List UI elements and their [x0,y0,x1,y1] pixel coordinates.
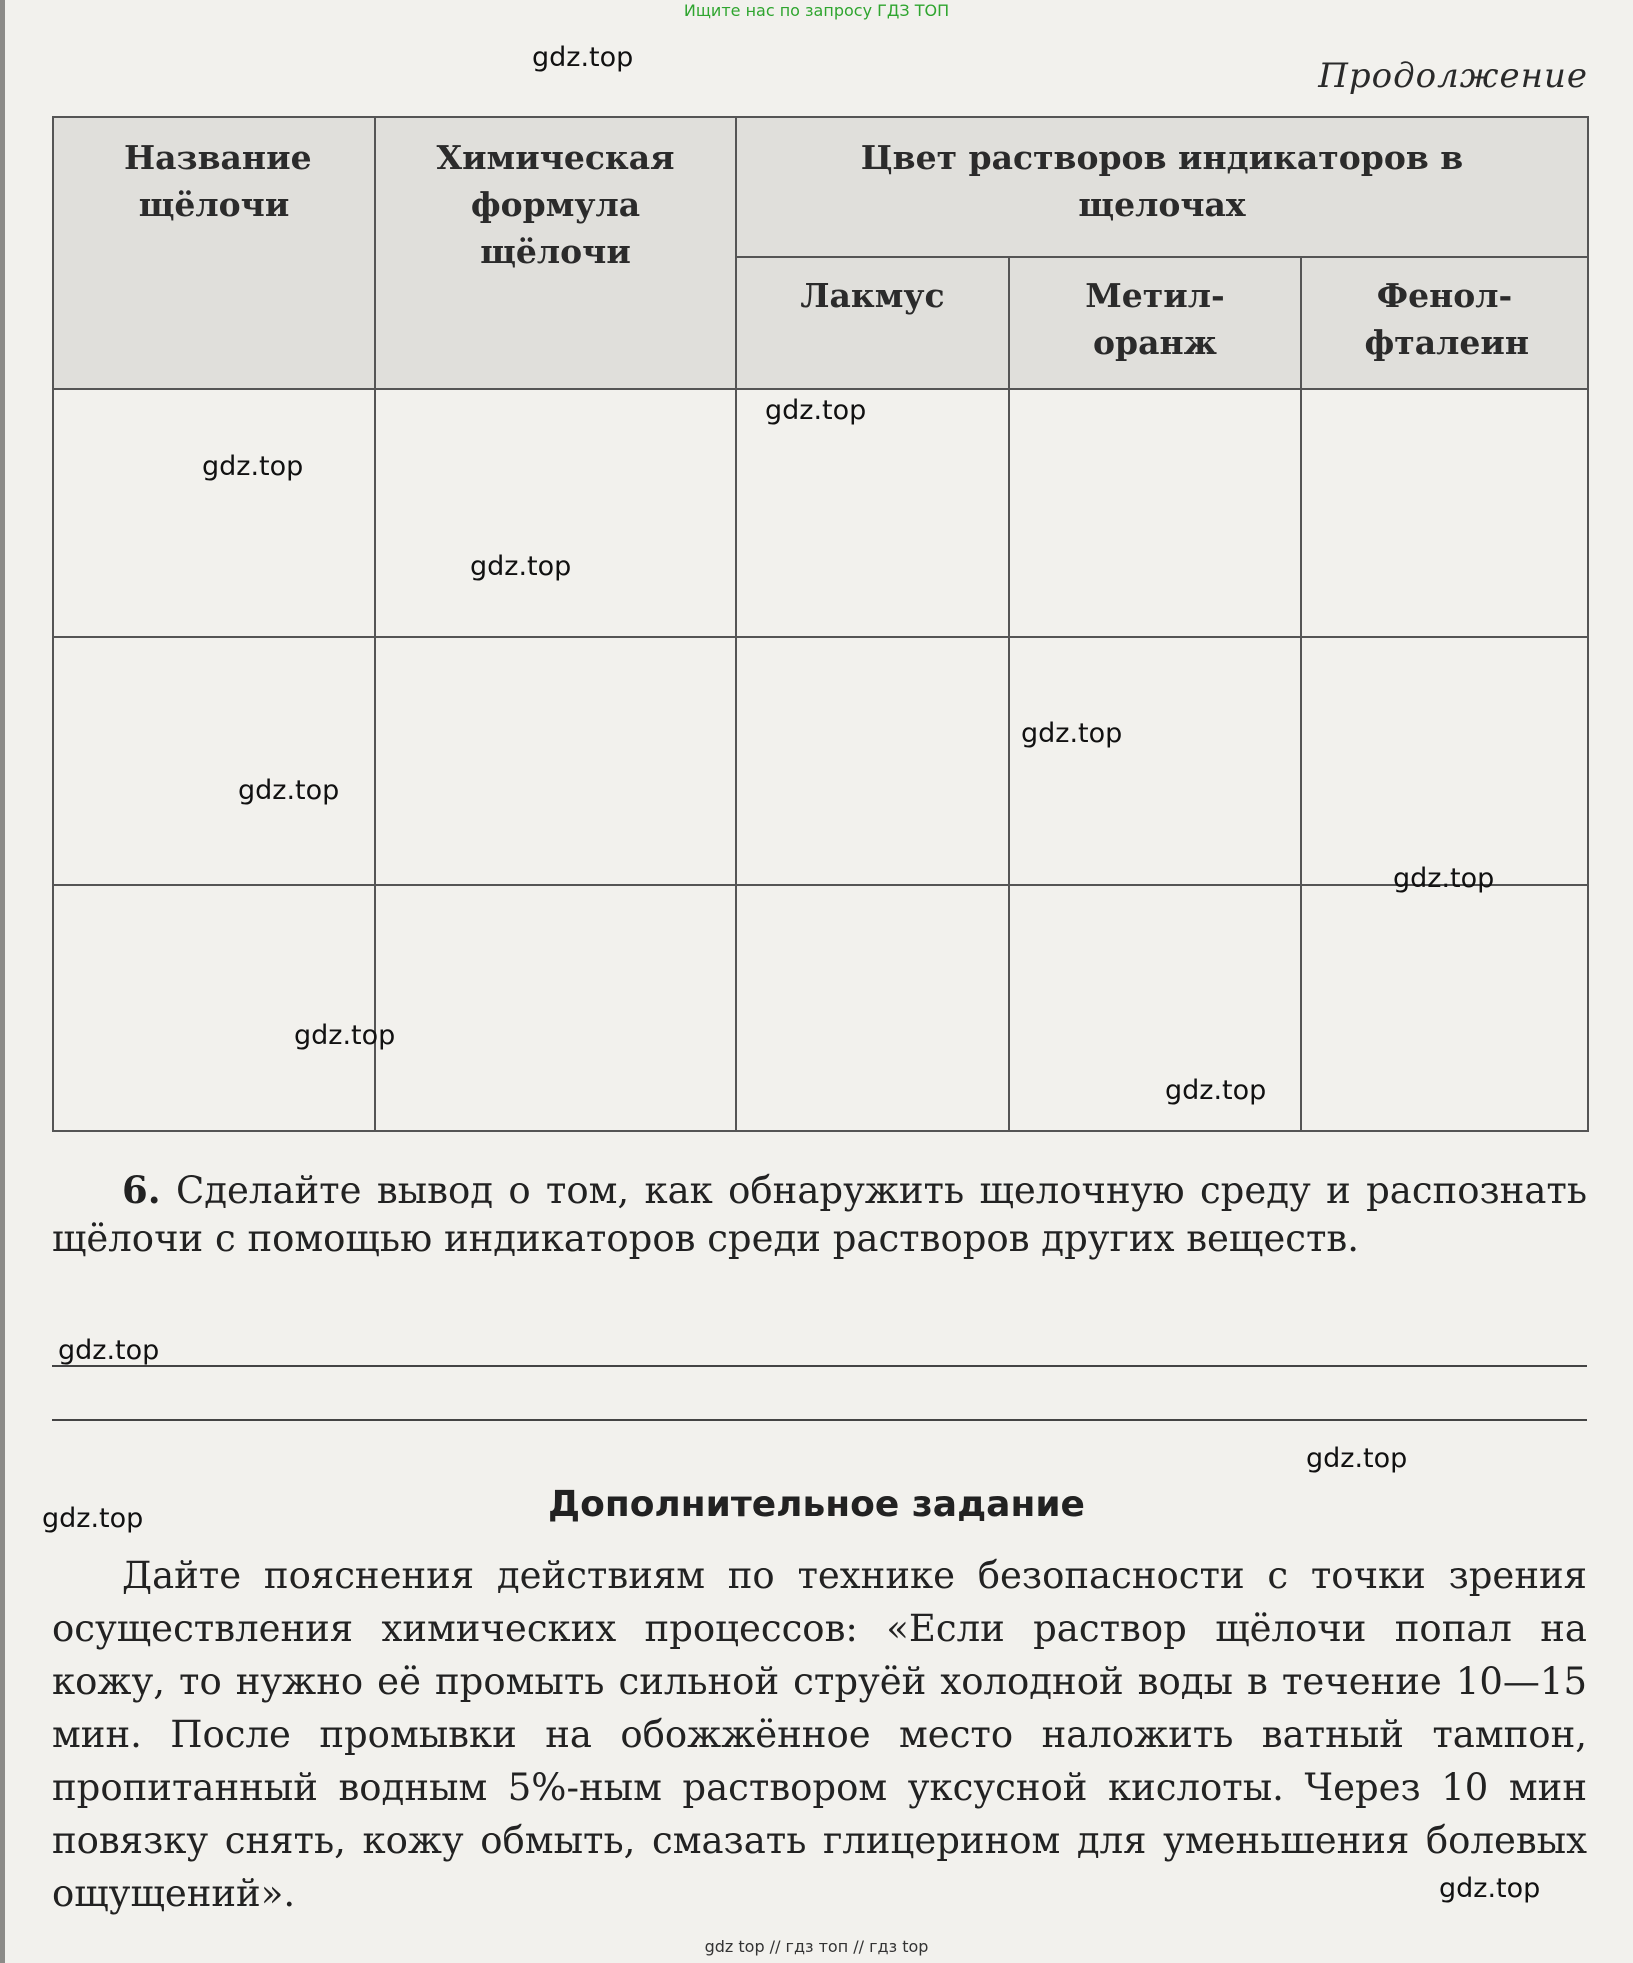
table-row [53,885,1588,1131]
cell-litmus[interactable] [736,637,1009,885]
cell-litmus[interactable] [736,389,1009,637]
watermark: gdz.top [202,451,304,482]
watermark: gdz.top [58,1335,160,1366]
extra-task-text: Дайте пояснения действиям по технике безопасности с точки зрения осуществления химических процессов: «Если раствор щёлочи попал на кожу, то нужно её промыть сильной струёй холодной воды в течение 10—15 мин. После промывки на обожжённое место наложить ватный тампон, пропитанный водным 5%-ным раствором уксусной кислоты. Через 10 мин повязку снять, кожу обмыть, смазать глицерином для уменьшения болевых ощущений». [52,1554,1587,1915]
watermark: gdz.top [470,551,572,582]
header-indicator-colors [736,117,1588,257]
header-chemical-formula-text: Химическая формула щёлочи [436,138,675,271]
header-alkali-name-text: Название щёлочи [124,138,312,224]
watermark: gdz.top [294,1020,396,1051]
answer-line-2[interactable] [52,1419,1587,1421]
header-litmus [736,257,1009,389]
watermark: gdz.top [1393,863,1495,894]
task-6-number: 6. [122,1168,161,1212]
top-banner[interactable]: Ищите нас по запросу ГДЗ ТОП [683,1,950,20]
table-row [53,637,1588,885]
header-methyl-orange [1009,257,1301,389]
cell-formula[interactable] [375,637,736,885]
header-chemical-formula [375,117,736,389]
watermark: gdz.top [1165,1075,1267,1106]
header-phenolphthalein [1301,257,1588,389]
watermark: gdz.top [238,775,340,806]
cell-name[interactable] [53,637,375,885]
table-row [53,389,1588,637]
watermark: gdz.top [1306,1443,1408,1474]
header-alkali-name [53,117,375,389]
continuation-label: Продолжение [1318,56,1588,96]
cell-phenolphthalein[interactable] [1301,637,1588,885]
task-6-paragraph [52,1166,1587,1263]
indicator-table [52,116,1589,1132]
watermark: gdz.top [42,1503,144,1534]
answer-line-1[interactable] [52,1365,1587,1367]
header-indicator-colors-text: Цвет растворов индикаторов в щелочах [860,138,1464,224]
cell-phenolphthalein[interactable] [1301,885,1588,1131]
cell-phenolphthalein[interactable] [1301,389,1588,637]
cell-formula[interactable] [375,885,736,1131]
header-litmus-text: Лакмус [800,276,945,315]
cell-methyl-orange[interactable] [1009,389,1301,637]
header-methyl-orange-text: Метил-оранж [1085,276,1225,362]
cell-methyl-orange[interactable] [1009,637,1301,885]
watermark: gdz.top [532,42,634,73]
watermark: gdz.top [1021,718,1123,749]
cell-litmus[interactable] [736,885,1009,1131]
bottom-banner[interactable]: gdz top // гдз топ // гдз top [704,1937,929,1956]
watermark: gdz.top [1439,1873,1541,1904]
page-left-edge [0,0,5,1963]
header-phenolphthalein-text: Фенол-фталеин [1364,276,1529,362]
cell-name[interactable] [53,885,375,1131]
cell-name[interactable] [53,389,375,637]
task-6-text: Сделайте вывод о том, как обнаружить щелочную среду и распознать щёлочи с помощью индикаторов среди растворов других веществ. [52,1169,1587,1260]
watermark: gdz.top [765,395,867,426]
cell-formula[interactable] [375,389,736,637]
extra-task-heading: Дополнительное задание [548,1484,1085,1525]
extra-task-paragraph [52,1549,1587,1920]
